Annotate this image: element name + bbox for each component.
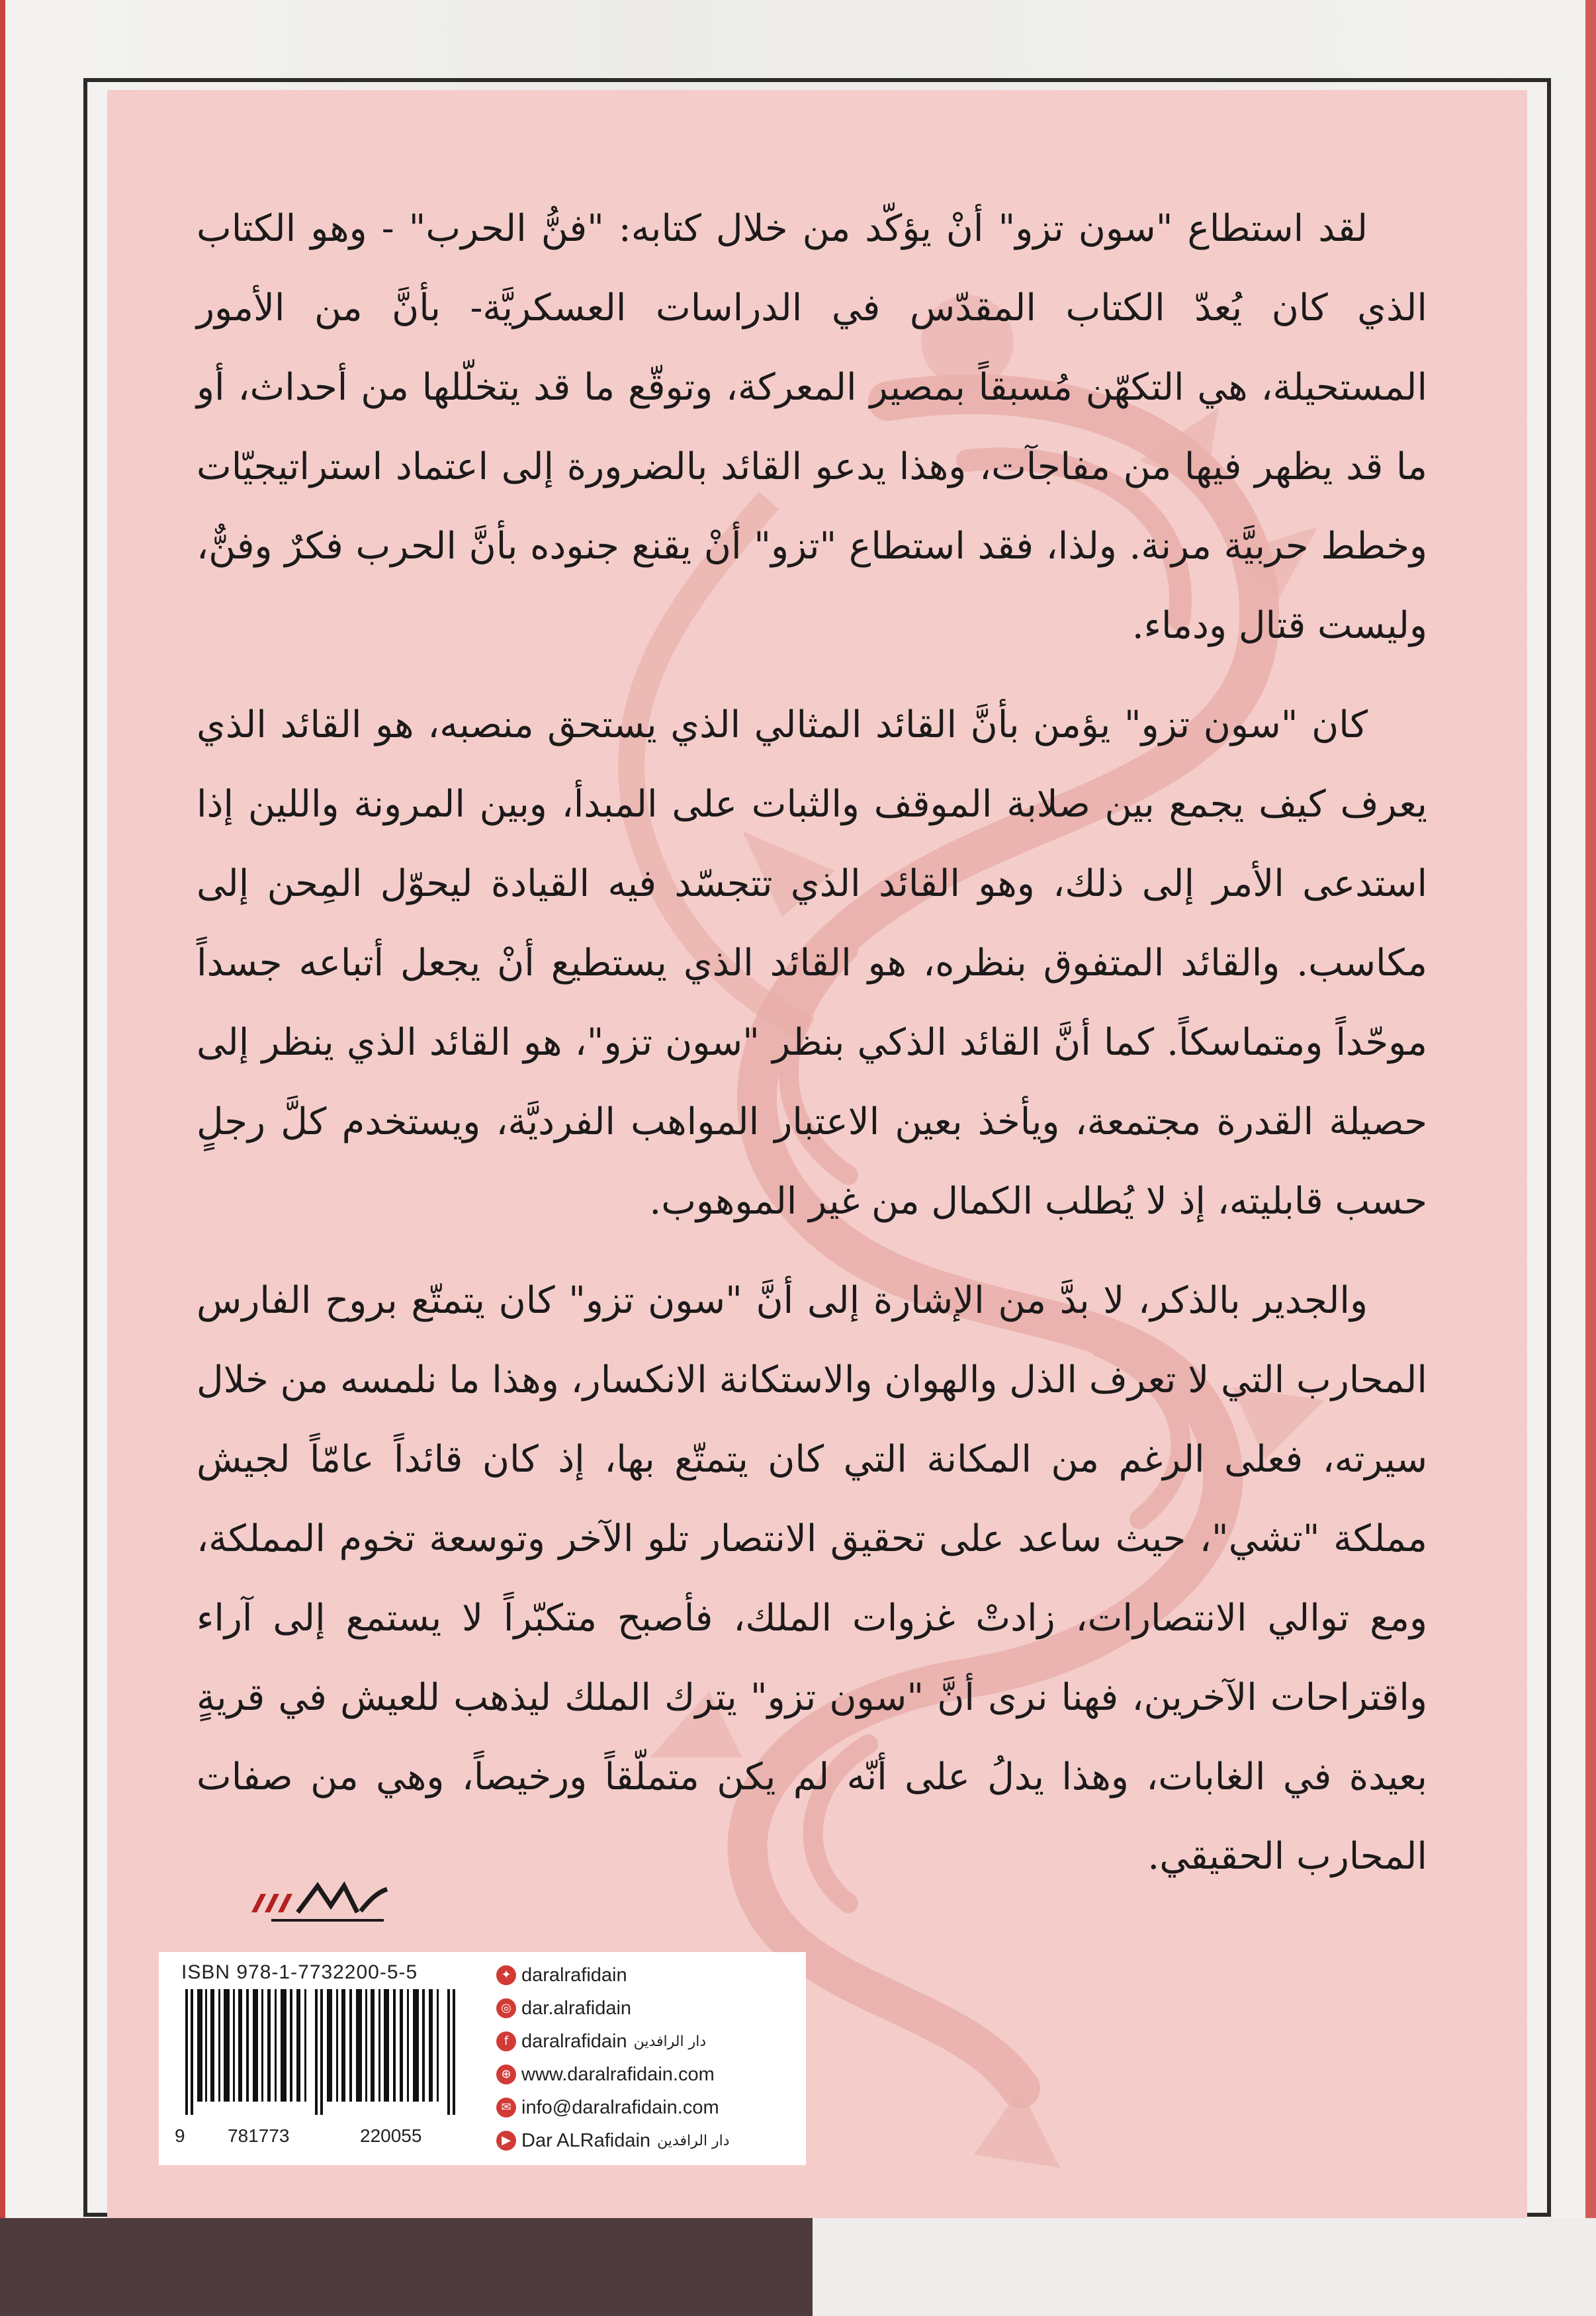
twitter-icon: ✦ [496, 1965, 516, 1985]
left-edge [0, 0, 5, 2316]
publisher-contacts [496, 1959, 801, 2157]
bottom-dark-band [0, 2218, 813, 2316]
publisher-logo-icon [245, 1866, 397, 1939]
contact-text: info@daralrafidain.com [521, 2096, 719, 2118]
contact-twitter[interactable] [496, 1959, 801, 1992]
contact-text: daralrafidain [521, 2030, 627, 2052]
contact-text: daralrafidain [521, 1964, 627, 1986]
paragraph-2: كان "سون تزو" يؤمن بأنَّ القائد المثالي الذي يستحق منصبه، هو القائد الذي يعرف كيف يجمع بين صلابة الموقف والثبات على المبدأ، وبين المرونة واللين إذا استدعى الأمر إلى ذلك، وهو القائد الذي تتجسّد فيه القيادة ليحوّل المِحن إلى مكاسب. والقائد المتفوق بنظره، هو القائد الذي يستطيع أنْ يجعل أتباعه جسداً موحّداً ومتماسكاً. كما أنَّ القائد الذكي بنظر "سون تزو"، هو القائد الذي ينظر إلى حصيلة القدرة مجتمعة، ويأخذ بعين الاعتبار المواهب الفرديَّة، ويستخدم كلَّ رجلٍ حسب قابليته، إذ لا يُطلب الكمال من غير الموهوب. [197, 703, 1427, 1223]
mail-icon: ✉ [496, 2098, 516, 2117]
contact-arabic-name: دار الرافدين [633, 2033, 707, 2050]
bottom-light-band [813, 2218, 1596, 2316]
contact-arabic-name: دار الرافدين [657, 2132, 730, 2149]
back-cover-text [197, 189, 1427, 1916]
paragraph-1: لقد استطاع "سون تزو" أنْ يؤكّد من خلال كتابه: "فنُّ الحرب" - وهو الكتاب الذي كان يُعدّ الكتاب المقدّس في الدراسات العسكريَّة- بأنَّ من الأمور المستحيلة، هي التكهّن مُسبقاً بمصير المعركة، وتوقّع ما قد يتخلّلها من أحداث، أو ما قد يظهر فيها من مفاجآت، وهذا يدعو القائد بالضرورة إلى اعتماد استراتيجيّات وخطط حربيَّة مرنة. ولذا، فقد استطاع "تزو" أنْ يقنع جنوده بأنَّ الحرب فكرٌ وفنٌّ، وليست قتال ودماء. [197, 207, 1427, 647]
barcode-icon [185, 1989, 463, 2115]
isbn-label: ISBN 978-1-7732200-5-5 [181, 1961, 418, 1983]
barcode-digits-mid: 781773 [228, 2125, 290, 2146]
instagram-icon: ◎ [496, 1998, 516, 2018]
right-edge [1585, 0, 1596, 2316]
isbn-box [159, 1952, 806, 2165]
barcode-digit-first: 9 [175, 2125, 185, 2146]
contact-email[interactable] [496, 2091, 801, 2124]
contact-text: www.daralrafidain.com [521, 2063, 715, 2085]
barcode-digits-last: 220055 [360, 2125, 422, 2146]
contact-text: dar.alrafidain [521, 1997, 632, 2019]
contact-youtube[interactable] [496, 2124, 801, 2157]
contact-text: Dar ALRafidain [521, 2129, 651, 2151]
contact-instagram[interactable] [496, 1992, 801, 2025]
facebook-icon: f [496, 2031, 516, 2051]
contact-facebook[interactable] [496, 2025, 801, 2058]
paragraph-3: والجدير بالذكر، لا بدَّ من الإشارة إلى أنَّ "سون تزو" كان يتمتّع بروح الفارس المحارب التي لا تعرف الذل والهوان والاستكانة الانكسار، وهذا ما نلمسه من خلال سيرته، فعلى الرغم من المكانة التي كان يتمتّع بها، إذ كان قائداً عامّاً لجيش مملكة "تشي"، حيث ساعد على تحقيق الانتصار تلو الآخر وتوسعة تخوم المملكة، ومع توالي الانتصارات، زادتْ غزوات الملك، فأصبح متكبّراً لا يستمع إلى آراء واقتراحات الآخرين، فهنا نرى أنَّ "سون تزو" يترك الملك ليذهب للعيش في قريةٍ بعيدة في الغابات، وهذا يدلُ على أنّه لم يكن متملّقاً ورخيصاً، وهي من صفات المحارب الحقيقي. [197, 1279, 1427, 1878]
youtube-icon: ▶ [496, 2131, 516, 2151]
globe-icon: ⊕ [496, 2065, 516, 2084]
contact-website[interactable] [496, 2058, 801, 2091]
